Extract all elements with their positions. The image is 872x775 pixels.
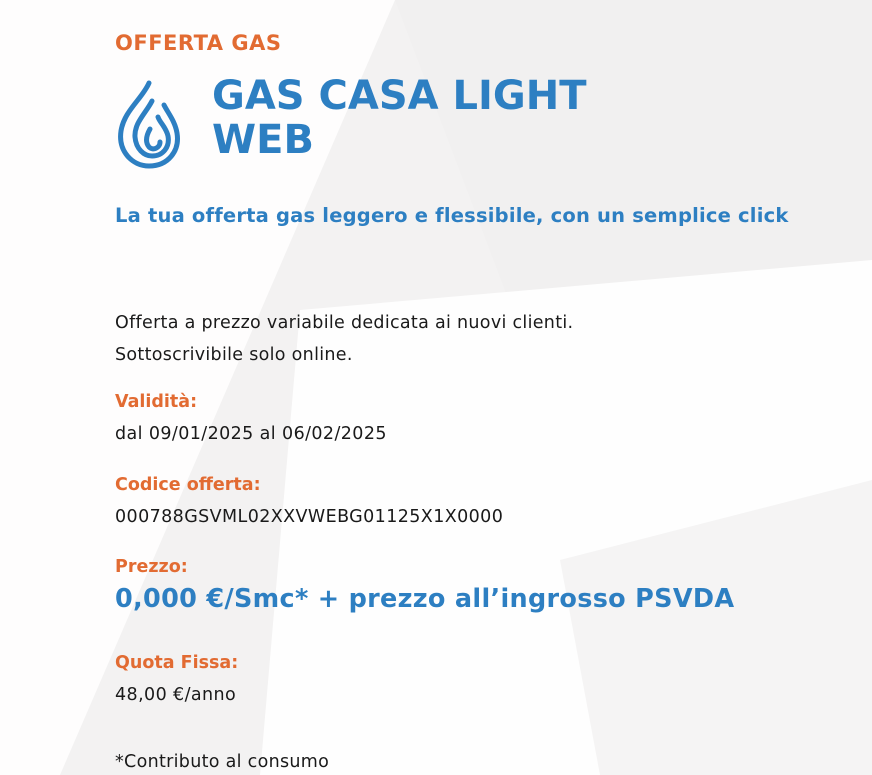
offer-subtitle: La tua offerta gas leggero e flessibile, con un semplice click bbox=[115, 204, 789, 227]
offer-description bbox=[115, 307, 835, 371]
flame-icon bbox=[116, 79, 182, 169]
offer-category: OFFERTA GAS bbox=[115, 31, 282, 55]
offer-title-line2: WEB bbox=[212, 117, 314, 163]
offer-title-line1: GAS CASA LIGHT bbox=[212, 73, 587, 119]
price-label: Prezzo: bbox=[115, 557, 188, 577]
offer-code-value: 000788GSVML02XXVWEBG01125X1X0000 bbox=[115, 507, 504, 527]
fixed-fee-value: 48,00 €/anno bbox=[115, 685, 237, 705]
fixed-fee-label: Quota Fissa: bbox=[115, 653, 239, 673]
validity-value: dal 09/01/2025 al 06/02/2025 bbox=[115, 424, 387, 444]
offer-title bbox=[212, 74, 812, 162]
offer-code-label: Codice offerta: bbox=[115, 475, 261, 495]
price-value: 0,000 €/Smc* + prezzo all’ingrosso PSVDA bbox=[115, 584, 735, 614]
validity-label: Validità: bbox=[115, 392, 198, 412]
offer-description-line2: Sottoscrivibile solo online. bbox=[115, 345, 353, 365]
offer-description-line1: Offerta a prezzo variabile dedicata ai nuovi clienti. bbox=[115, 313, 574, 333]
footnote: *Contributo al consumo bbox=[115, 752, 330, 772]
